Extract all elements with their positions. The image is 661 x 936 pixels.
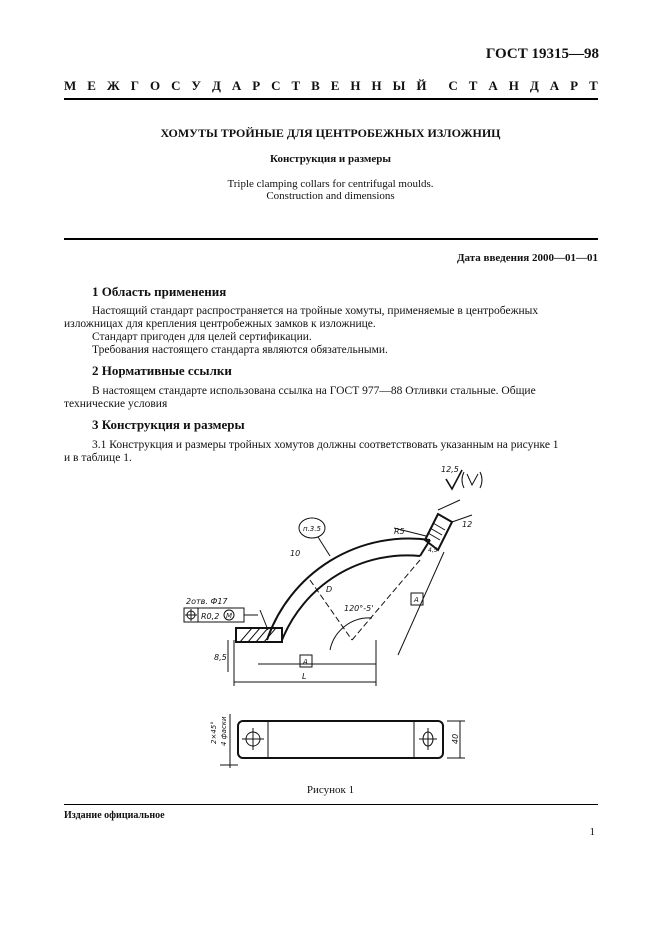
official-edition: Издание официальное: [64, 810, 165, 821]
height-dimension: 8,5: [214, 653, 227, 662]
document-title: ХОМУТЫ ТРОЙНЫЕ ДЛЯ ЦЕНТРОБЕЖНЫХ ИЗЛОЖНИЦ: [160, 126, 501, 140]
left-lug: [236, 628, 282, 642]
roughness-value: 12,5: [441, 465, 459, 474]
section-1-para-3: Требования настоящего стандарта являются обязательными.: [92, 344, 388, 356]
diameter-dimension: D: [326, 585, 333, 594]
section-1-para-2: Стандарт пригоден для целей сертификации.: [92, 331, 312, 343]
banner-letter: Й: [416, 78, 427, 93]
tolerance-modifier: М: [226, 612, 233, 620]
section-2-para-1: В настоящем стандарте использована ссылка на ГОСТ 977—88 Отливки стальные. Общие: [92, 385, 536, 397]
radius-dimension: R5: [394, 527, 405, 536]
position-tolerance-frame: [184, 608, 258, 622]
section-2-heading: 2 Нормативные ссылки: [92, 363, 232, 378]
section-3-para-1: 3.1 Конструкция и размеры тройных хомутов должны соответствовать указанным на рисунке 1: [92, 439, 559, 451]
chamfer-count: 4 фаски: [220, 716, 228, 746]
banner-letter: С: [171, 78, 181, 93]
banner-letter: Ж: [106, 78, 120, 93]
document-subtitle: Конструкция и размеры: [270, 153, 391, 165]
section-1-para-1-cont: изложницах для крепления центробежных замков к изложнице.: [64, 318, 376, 330]
banner-letter: Т: [468, 78, 478, 93]
banner-letter: А: [549, 78, 560, 93]
section-3-heading: 3 Конструкция и размеры: [92, 417, 245, 432]
banner-letter: Р: [570, 78, 579, 93]
lug-offset-dimension: 4,5: [428, 547, 438, 554]
banner-letter: Е: [87, 78, 96, 93]
footer-rule: [64, 804, 598, 805]
section-1-para-1: Настоящий стандарт распространяется на тройные хомуты, применяемые в центробежных: [92, 305, 539, 317]
datum-a-bottom: A: [303, 658, 308, 666]
banner-letter: Д: [529, 78, 539, 93]
introduction-date: Дата введения 2000—01—01: [456, 252, 598, 264]
thickness-dimension: 10: [290, 549, 301, 558]
angle-dimension: 120°-5': [344, 604, 374, 613]
cast-mark-label: п.3.5: [303, 525, 321, 533]
holes-dimension: 2отв. Ф17: [186, 597, 228, 606]
section-2-para-1-cont: технические условия: [64, 398, 168, 410]
banner-letter: Т: [291, 78, 301, 93]
right-lug: [425, 514, 452, 550]
banner-letter: Т: [589, 78, 598, 93]
lug-width-dimension: 12: [462, 520, 473, 529]
banner-letter: Ы: [392, 78, 406, 93]
width-dimension: 40: [451, 733, 460, 744]
banner-letter: О: [149, 78, 161, 93]
banner-letter: Г: [130, 78, 139, 93]
banner-letter: Р: [252, 78, 261, 93]
position-tolerance: R0,2: [201, 612, 220, 621]
banner-letter: М: [64, 78, 77, 93]
banner-letter: С: [271, 78, 281, 93]
english-title: Triple clamping collars for centrifugal moulds.: [227, 178, 434, 190]
chamfer-dimension: 2×45°: [210, 721, 218, 744]
banner-letter: В: [311, 78, 320, 93]
banner-letter: Д: [211, 78, 221, 93]
section-3-para-1-cont: и в таблице 1.: [64, 452, 132, 464]
english-subtitle: Construction and dimensions: [266, 190, 395, 202]
length-dimension: L: [302, 672, 307, 681]
banner-letter: У: [191, 78, 201, 93]
figure-caption: Рисунок 1: [306, 784, 355, 796]
standard-number: ГОСТ 19315—98: [485, 46, 599, 62]
datum-a-right: A: [414, 596, 419, 604]
page-number: 1: [589, 826, 595, 838]
banner-letter: Н: [350, 78, 361, 93]
section-1-heading: 1 Область применения: [92, 284, 227, 299]
banner-letter: Н: [508, 78, 519, 93]
banner-letter: С: [448, 78, 458, 93]
banner-letter: А: [488, 78, 498, 93]
banner-letter: А: [231, 78, 242, 93]
banner-letter: Н: [371, 78, 382, 93]
banner-letter: Е: [330, 78, 340, 93]
plan-view: [220, 714, 465, 768]
